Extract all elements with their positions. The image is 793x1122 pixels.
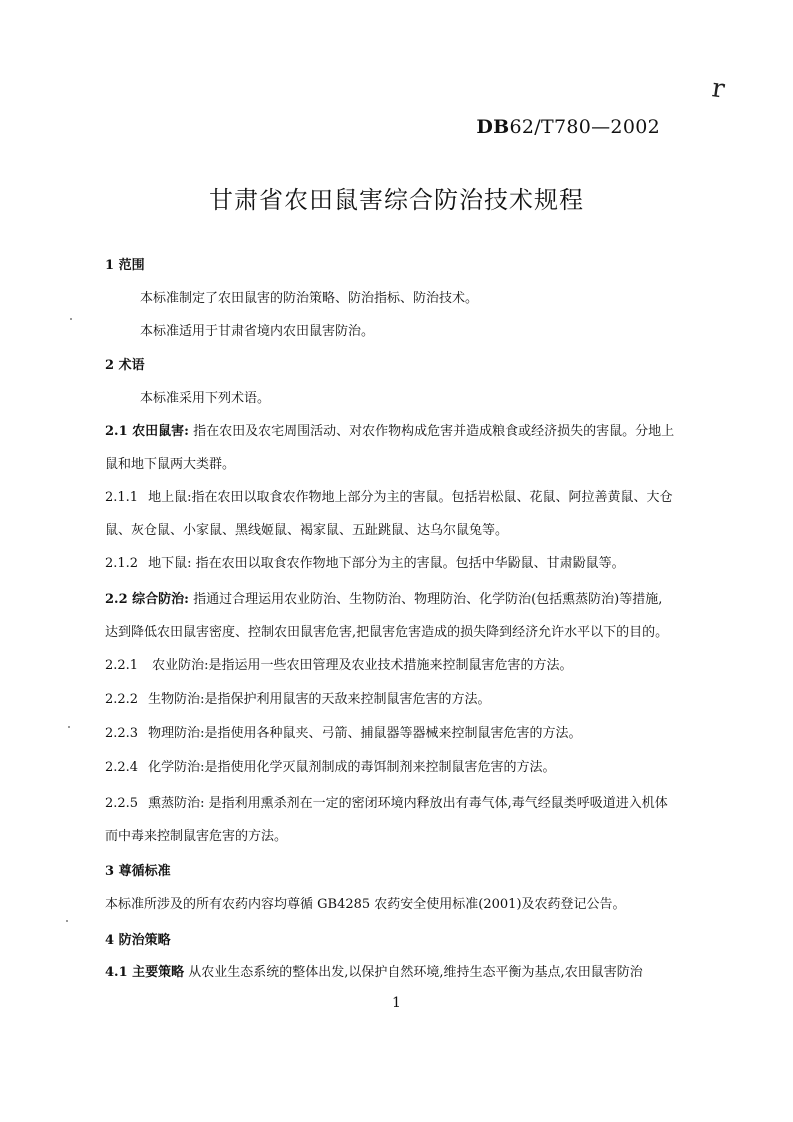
term-2-1-line-1: 指在农田及农宅周围活动、对农作物构成危害并造成粮食或经济损失的害鼠。分地上 <box>193 424 675 439</box>
term-2-2-3-number: 2.2.3 <box>105 726 139 741</box>
term-2-1 <box>105 421 690 443</box>
standard-code-prefix: DB <box>476 116 510 138</box>
section-4-1-text: 从农业生态系统的整体出发,以保护自然环境,维持生态平衡为基点,农田鼠害防治 <box>188 965 643 980</box>
section-3-heading: 3 尊循标准 <box>105 864 171 879</box>
section-1-heading: 1 范围 <box>105 258 145 273</box>
term-2-1-1-line-1: 地上鼠:指在农田以取食农作物地上部分为主的害鼠。包括岩松鼠、花鼠、阿拉善黄鼠、大仓 <box>148 490 673 505</box>
term-2-2-1 <box>105 655 690 677</box>
term-2-2-4-number: 2.2.4 <box>105 760 139 775</box>
term-2-2-5-number: 2.2.5 <box>105 796 139 811</box>
page-number: 1 <box>392 995 401 1011</box>
section-4-heading: 4 防治策略 <box>105 933 171 948</box>
term-2-1-2-number: 2.1.2 <box>105 556 139 571</box>
term-2-2-2-text: 生物防治:是指保护利用鼠害的天敌来控制鼠害危害的方法。 <box>148 692 491 707</box>
document-title: 甘肃省农田鼠害综合防治技术规程 <box>209 186 584 214</box>
term-2-2-1-text: 农业防治:是指运用一些农田管理及农业技术措施来控制鼠害危害的方法。 <box>152 658 573 673</box>
term-2-2-3-text: 物理防治:是指使用各种鼠夹、弓箭、捕鼠器等器械来控制鼠害危害的方法。 <box>148 726 582 741</box>
term-2-2-5 <box>105 793 690 815</box>
term-2-2-5-line-2: 而中毒来控制鼠害危害的方法。 <box>105 829 288 844</box>
term-2-2-line-2: 达到降低农田鼠害密度、控制农田鼠害危害,把鼠害危害造成的损失降到经济允许水平以下的目的。 <box>105 625 669 640</box>
term-2-2-2-number: 2.2.2 <box>105 692 139 707</box>
section-2-heading: 2 术语 <box>105 358 145 373</box>
section-4-1 <box>105 962 690 984</box>
section-1-paragraph-1: 本标准制定了农田鼠害的防治策略、防治指标、防治技术。 <box>140 291 479 306</box>
term-2-2-2 <box>105 689 690 711</box>
term-2-1-1-line-2: 鼠、灰仓鼠、小家鼠、黑线姬鼠、褐家鼠、五趾跳鼠、达乌尔鼠兔等。 <box>105 523 509 538</box>
term-2-2-5-line-1: 熏蒸防治: 是指利用熏杀剂在一定的密闭环境内释放出有毒气体,毒气经鼠类呼吸道进入机体 <box>148 796 668 811</box>
section-3-paragraph-1: 本标准所涉及的所有农药内容均尊循 GB4285 农药安全使用标准(2001)及农药登记公告。 <box>105 897 626 912</box>
scan-speck <box>66 920 68 922</box>
section-1-paragraph-2: 本标准适用于甘肃省境内农田鼠害防治。 <box>140 324 375 339</box>
term-2-1-1-number: 2.1.1 <box>105 490 139 505</box>
scan-speck <box>68 726 70 728</box>
term-2-1-label: 2.1 农田鼠害: <box>105 424 189 439</box>
section-4-1-label: 4.1 主要策略 <box>105 965 185 980</box>
scan-speck <box>70 318 72 320</box>
section-2-paragraph-1: 本标准采用下列术语。 <box>140 391 271 406</box>
handwritten-mark: r <box>709 73 727 105</box>
term-2-2-4-text: 化学防治:是指使用化学灭鼠剂制成的毒饵制剂来控制鼠害危害的方法。 <box>148 760 556 775</box>
term-2-1-line-2: 鼠和地下鼠两大类群。 <box>105 457 236 472</box>
term-2-2-line-1: 指通过合理运用农业防治、生物防治、物理防治、化学防治(包括熏蒸防治)等措施, <box>193 592 663 607</box>
standard-code <box>476 116 660 138</box>
term-2-2-1-number: 2.2.1 <box>105 658 139 673</box>
term-2-1-1 <box>105 487 690 509</box>
standard-code-number: 62/T780—2002 <box>509 116 660 138</box>
term-2-1-2 <box>105 553 690 575</box>
term-2-2 <box>105 589 690 611</box>
term-2-2-4 <box>105 757 690 779</box>
term-2-1-2-text: 地下鼠: 指在农田以取食农作物地下部分为主的害鼠。包括中华鼢鼠、甘肃鼢鼠等。 <box>148 556 625 571</box>
term-2-2-3 <box>105 723 690 745</box>
term-2-2-label: 2.2 综合防治: <box>105 592 189 607</box>
